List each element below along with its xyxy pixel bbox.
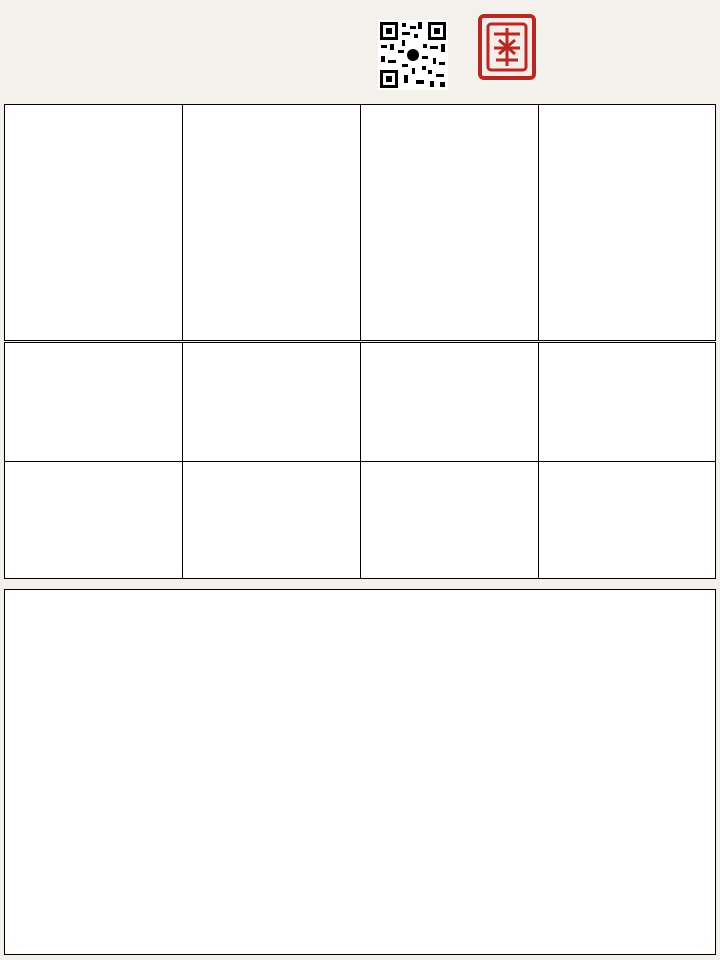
qr-code-icon[interactable] <box>378 20 448 90</box>
luu-nien-table <box>4 589 716 955</box>
seal-glyph-icon <box>482 18 532 76</box>
seal-stamp <box>478 14 536 80</box>
dai-van-grid <box>4 342 716 579</box>
tu-tru-grid <box>4 104 716 341</box>
